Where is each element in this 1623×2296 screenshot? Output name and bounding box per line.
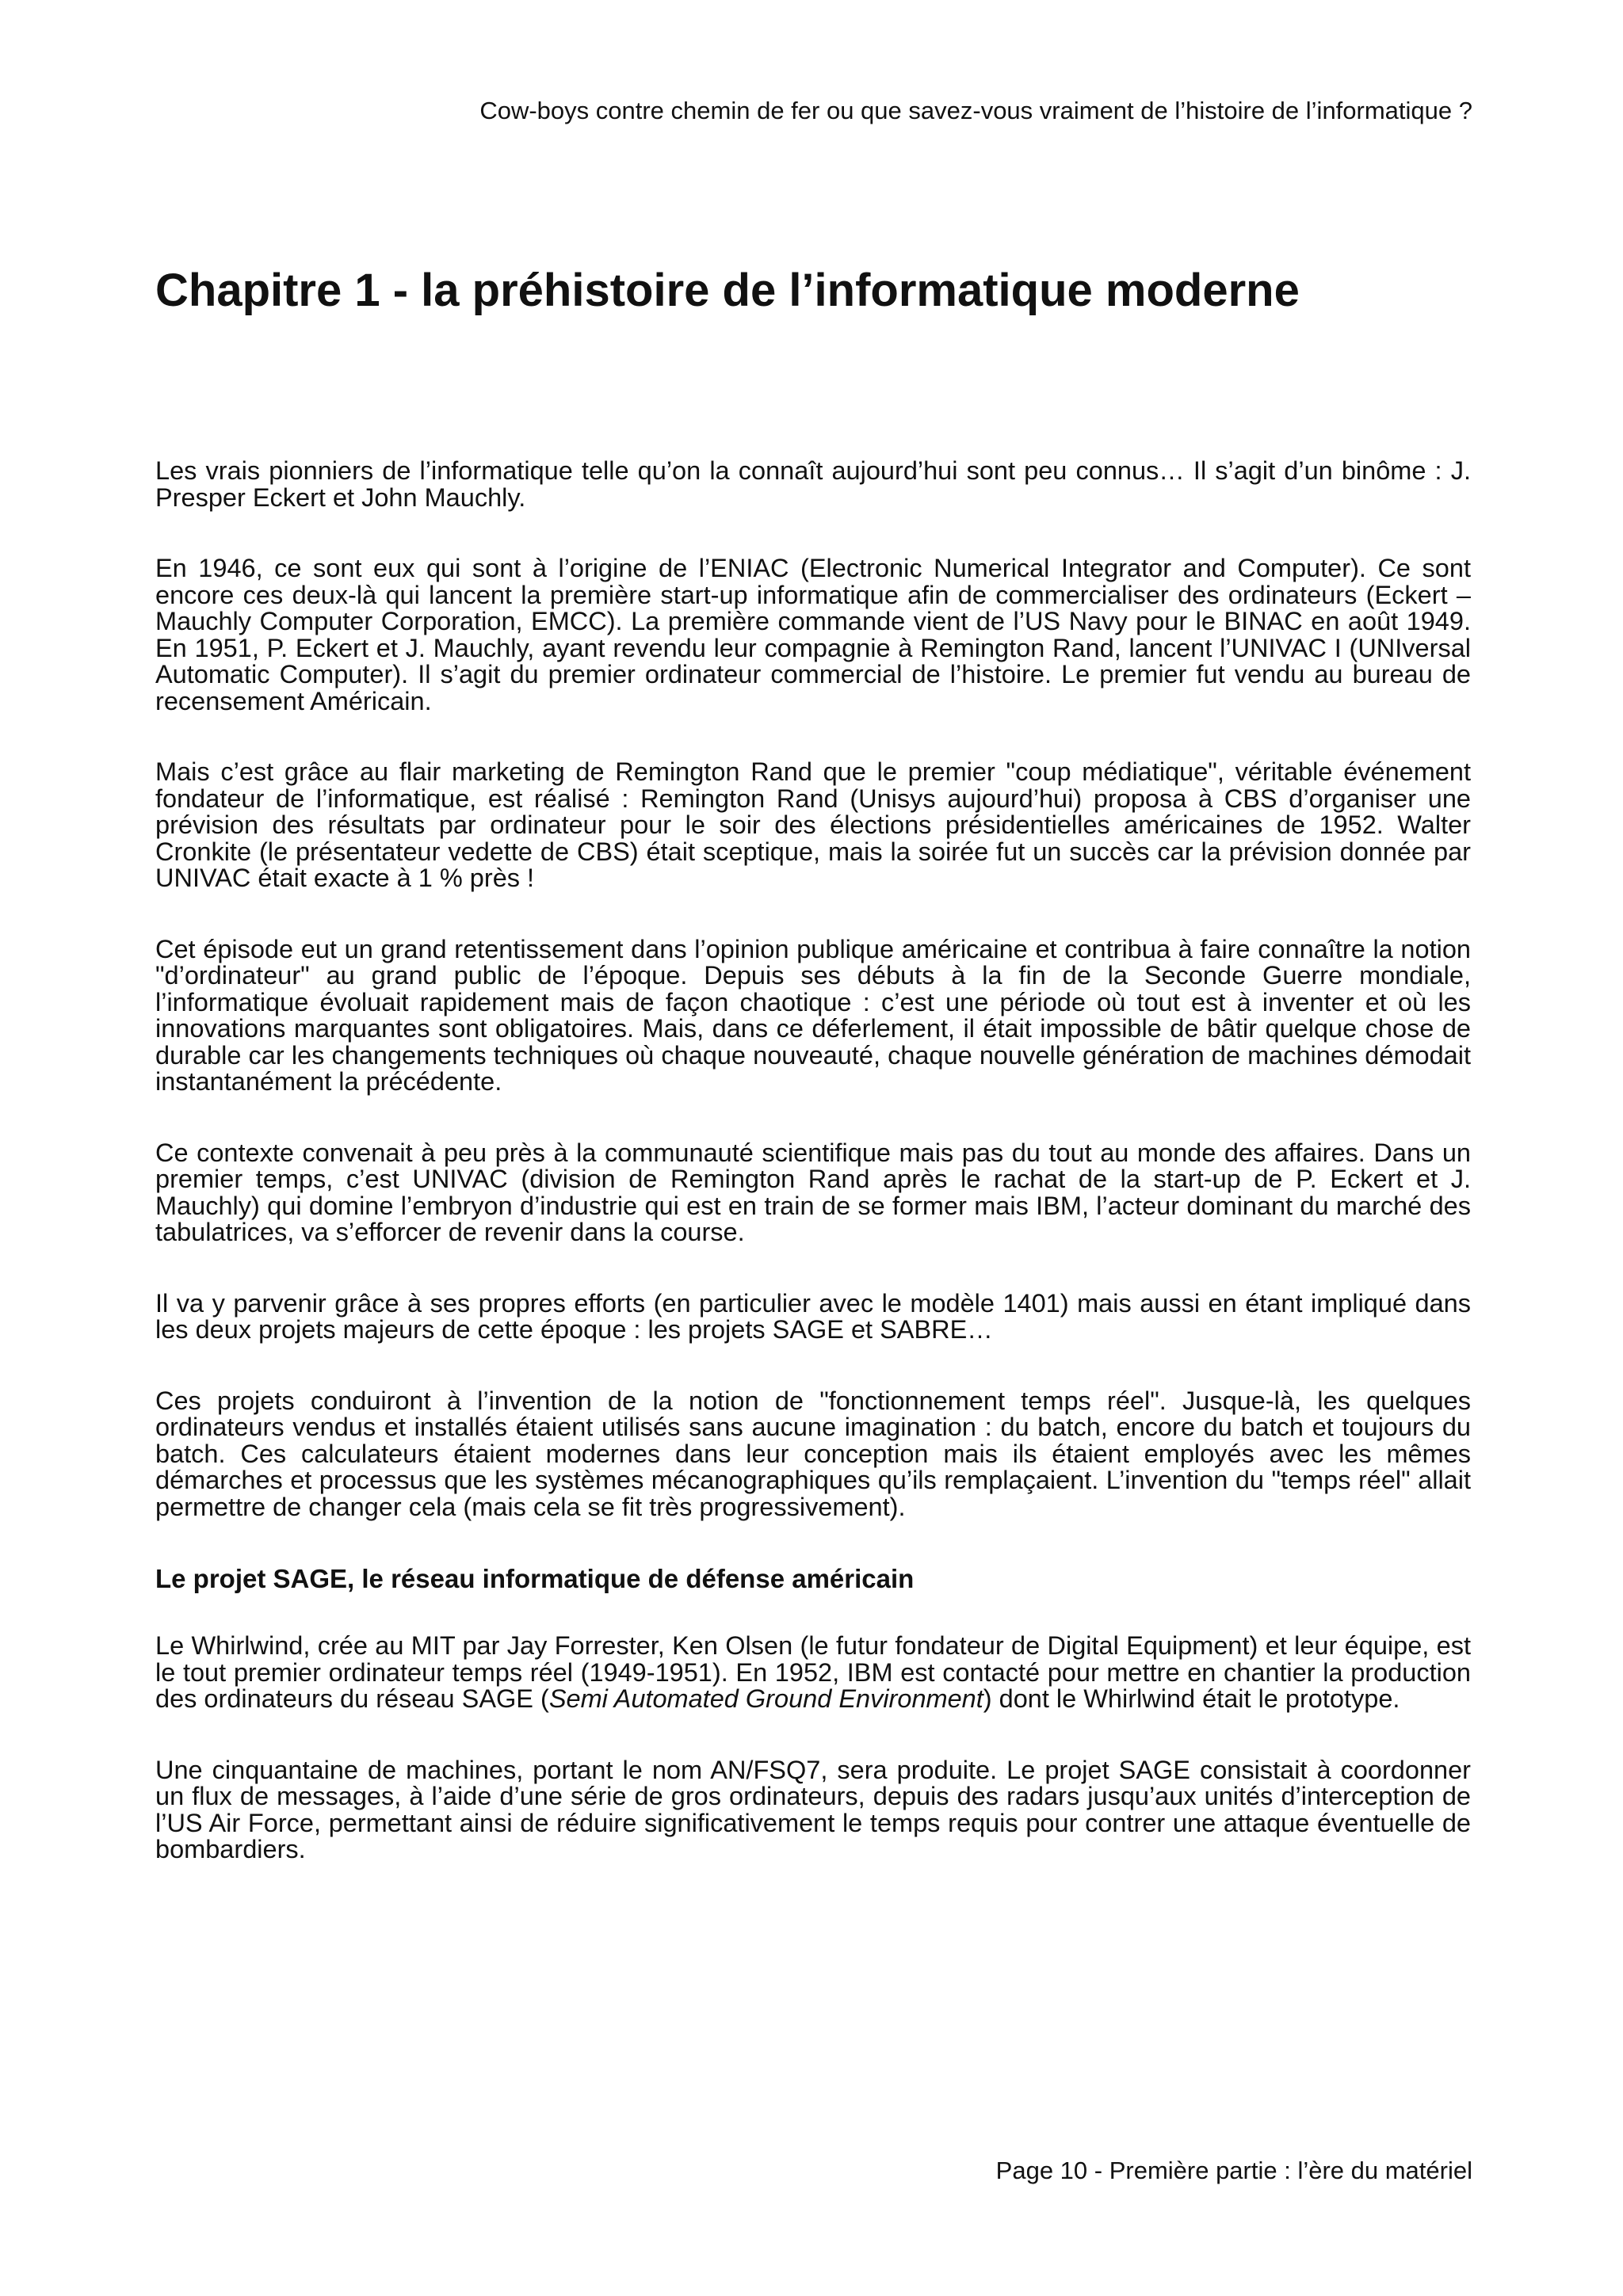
paragraph-text: ) dont le Whirlwind était le prototype. bbox=[983, 1684, 1400, 1713]
running-header: Cow-boys contre chemin de fer ou que savez-vous vraiment de l’histoire de l’informatique ? bbox=[479, 97, 1472, 124]
paragraph: Ces projets conduiront à l’invention de la notion de "fonctionnement temps réel". Jusque-là, les quelques ordinateurs vendus et installés étaient utilisés sans aucune imagination : du batch, encore du batch et toujours du batch. Ces calculateurs étaient modernes dans leur conception mais ils étaient employés avec les mêmes démarches et processus que les systèmes mécanographiques qu’ils remplaçaient. L’invention du "temps réel" allait permettre de changer cela (mais cela se fit très progressivement). bbox=[155, 1386, 1471, 1521]
page-footer: Page 10 - Première partie : l’ère du matériel bbox=[995, 2157, 1472, 2184]
section-heading: Le projet SAGE, le réseau informatique de défense américain bbox=[155, 1564, 915, 1593]
paragraph: Il va y parvenir grâce à ses propres efforts (en particulier avec le modèle 1401) mais aussi en étant impliqué dans les deux projets majeurs de cette époque : les projets SAGE et SABRE… bbox=[155, 1288, 1471, 1344]
paragraph: Une cinquantaine de machines, portant le nom AN/FSQ7, sera produite. Le projet SAGE consistait à coordonner un flux de messages, à l’aide d’une série de gros ordinateurs, depuis des radars jusqu’aux unités d’interception de l’US Air Force, permettant ainsi de réduire significativement le temps requis pour contrer une attaque éventuelle de bombardiers. bbox=[155, 1755, 1471, 1863]
paragraph: Ce contexte convenait à peu près à la communauté scientifique mais pas du tout au monde des affaires. Dans un premier temps, c’est UNIVAC (division de Remington Rand après le rachat de la start-up de P. Eckert et J. Mauchly) qui domine l’embryon d’industrie qui est en train de se former mais IBM, l’acteur dominant du marché des tabulatrices, va s’efforcer de revenir dans la course. bbox=[155, 1138, 1471, 1246]
paragraph: Cet épisode eut un grand retentissement dans l’opinion publique américaine et contribua à faire connaître la notion "d’ordinateur" au grand public de l’époque. Depuis ses débuts à la fin de la Seconde Guerre mondiale, l’informatique évoluait rapidement mais de façon chaotique : c’est une période où tout est à inventer et où les innovations marquantes sont obligatoires. Mais, dans ce déferlement, il était impossible de bâtir quelque chose de durable car les changements techniques où chaque nouveauté, chaque nouvelle génération de machines démodait instantanément la précédente. bbox=[155, 934, 1471, 1096]
chapter-title: Chapitre 1 - la préhistoire de l’informatique moderne bbox=[155, 265, 1300, 316]
paragraph: Les vrais pionniers de l’informatique telle qu’on la connaît aujourd’hui sont peu connus… Il s’agit d’un binôme : J. Presper Eckert et John Mauchly. bbox=[155, 456, 1471, 512]
paragraph: En 1946, ce sont eux qui sont à l’origine de l’ENIAC (Electronic Numerical Integrator and Computer). Ce sont encore ces deux-là qui lancent la première start-up informatique afin de commercialiser des ordinateurs (Eckert – Mauchly Computer Corporation, EMCC). La première commande vient de l’US Navy pour le BINAC en août 1949. En 1951, P. Eckert et J. Mauchly, ayant revendu leur compagnie à Remington Rand, lancent l’UNIVAC I (UNIversal Automatic Computer). Il s’agit du premier ordinateur commercial de l’histoire. Le premier fut vendu au bureau de recensement Américain. bbox=[155, 554, 1471, 715]
body-text bbox=[155, 458, 1471, 1908]
paragraph: Mais c’est grâce au flair marketing de Remington Rand que le premier "coup médiatique", véritable événement fondateur de l’informatique, est réalisé : Remington Rand (Unisys aujourd’hui) proposa à CBS d’organiser une prévision des résultats par ordinateur pour le soir des élections présidentielles américaines de 1952. Walter Cronkite (le présentateur vedette de CBS) était sceptique, mais la soirée fut un succès car la prévision donnée par UNIVAC était exacte à 1 % près ! bbox=[155, 757, 1471, 892]
paragraph-text: Le Whirlwind, crée au MIT par Jay Forrester, Ken Olsen (le futur fondateur de Digital Equipment) et leur équipe, est le tout premier ordinateur temps réel (1949-1951). En 1952, IBM est contacté pour mettre en chantier la production des ordinateurs du réseau SAGE ( bbox=[155, 1631, 1471, 1713]
italic-term: Semi Automated Ground Environment bbox=[548, 1684, 983, 1713]
paragraph bbox=[155, 1633, 1471, 1713]
